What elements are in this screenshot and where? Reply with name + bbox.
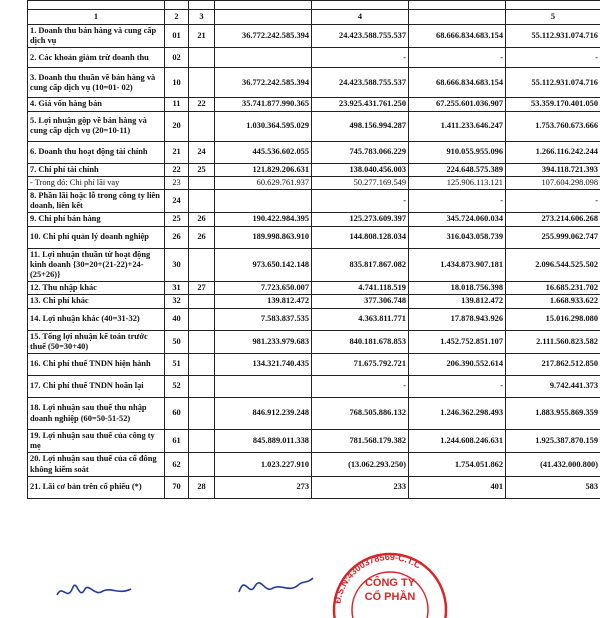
row-note [189,190,215,213]
row-value-prior-quarter: 144.808.128.034 [312,226,409,248]
row-value-ytd-current: 1.246.362.298.493 [409,398,506,430]
row-value-current-quarter [215,48,312,68]
row-value-ytd-current: 910.055.955.096 [409,141,506,163]
row-value-current-quarter: 190.422.984.395 [215,213,312,226]
row-value-ytd-current: 68.666.834.683.154 [409,25,506,48]
row-note [189,48,215,68]
table-row [28,354,600,376]
row-note: 28 [189,476,215,498]
row-code: 20 [165,111,189,141]
row-value-ytd-current: - [409,48,506,68]
table-row [28,248,600,282]
income-statement-table [27,0,600,499]
row-value-prior-quarter: 24.423.588.755.537 [312,68,409,98]
row-value-current-quarter: 121.829.206.631 [215,163,312,176]
row-label: 8. Phần lãi hoặc lỗ trong công ty liên doanh, liên kết [28,190,165,213]
row-value-ytd-current: 1.452.752.851.107 [409,330,506,353]
row-value-current-quarter: 445.536.602.055 [215,141,312,163]
row-value-current-quarter: 7.583.837.535 [215,308,312,330]
row-label: 4. Giá vốn hàng bán [28,98,165,111]
row-value-prior-quarter: 745.783.066.229 [312,141,409,163]
table-row [28,68,600,98]
row-value-prior-quarter: 50.277.169.549 [312,176,409,189]
table-row [28,190,600,213]
signature-left [55,575,135,605]
row-label: 6. Doanh thu hoạt động tài chính [28,141,165,163]
table-row [28,163,600,176]
row-value-current-quarter: 846.912.239.248 [215,398,312,430]
row-value-prior-quarter: 138.040.456.003 [312,163,409,176]
row-value-ytd-current: 345.724.060.034 [409,213,506,226]
row-value-prior-quarter: 781.568.179.382 [312,430,409,453]
table-row [28,226,600,248]
row-code: 61 [165,430,189,453]
row-value-ytd-prior: 55.112.931.074.716 [506,25,600,48]
row-value-prior-quarter: 233 [312,476,409,498]
table-row [28,308,600,330]
row-code: 25 [165,213,189,226]
row-code: 62 [165,453,189,476]
row-value-ytd-prior: 2.096.544.525.502 [506,248,600,282]
table-row [28,398,600,430]
table-top-edge [28,1,600,10]
row-code: 32 [165,295,189,308]
table-row [28,430,600,453]
row-value-prior-quarter: 768.505.886.132 [312,398,409,430]
row-value-ytd-prior: 1.266.116.242.244 [506,141,600,163]
row-label: 18. Lợi nhuận sau thuế thu nhập doanh nghiệp (60=50-51-52) [28,398,165,430]
row-label: 5. Lợi nhuận gộp về bán hàng và cung cấp dịch vụ (20=10-11) [28,111,165,141]
row-value-ytd-current: 17.878.943.926 [409,308,506,330]
row-code: 51 [165,354,189,376]
table-row [28,213,600,226]
row-value-ytd-prior: 53.359.170.401.050 [506,98,600,111]
row-value-ytd-prior: 583 [506,476,600,498]
row-value-current-quarter: 1.023.227.910 [215,453,312,476]
row-value-ytd-prior: 273.214.606.268 [506,213,600,226]
row-label: 12. Thu nhập khác [28,282,165,295]
table-row [28,48,600,68]
row-label: 17. Chi phí thuế TNDN hoãn lại [28,376,165,398]
col-number: 3 [189,10,215,25]
row-value-ytd-prior: 16.685.231.702 [506,282,600,295]
row-note: 21 [189,25,215,48]
table-row [28,141,600,163]
row-value-prior-quarter: (13.062.293.250) [312,453,409,476]
table-row [28,376,600,398]
row-value-ytd-prior: (41.432.000.800) [506,453,600,476]
row-label: 9. Chi phí bán hàng [28,213,165,226]
row-code: 31 [165,282,189,295]
row-value-ytd-prior: 394.118.721.393 [506,163,600,176]
row-value-ytd-current: 1.754.051.862 [409,453,506,476]
row-code: 26 [165,226,189,248]
row-value-ytd-current: 206.390.552.614 [409,354,506,376]
row-value-ytd-current: 1.244.608.246.631 [409,430,506,453]
row-value-ytd-current: 68.666.834.683.154 [409,68,506,98]
row-value-ytd-current: 316.043.058.739 [409,226,506,248]
col-number [215,10,312,25]
row-label: 14. Lợi nhuận khác (40=31-32) [28,308,165,330]
table-row [28,295,600,308]
row-value-ytd-current: 1.411.233.646.247 [409,111,506,141]
row-value-current-quarter: 36.772.242.585.394 [215,68,312,98]
row-value-ytd-current: 1.434.873.907.181 [409,248,506,282]
row-value-prior-quarter: 4.363.811.771 [312,308,409,330]
stamp-text-2: CỔ PHẦN [365,590,416,603]
row-code: 23 [165,176,189,189]
row-value-prior-quarter: 71.675.792.721 [312,354,409,376]
row-value-ytd-prior: 15.016.298.080 [506,308,600,330]
table-row [28,282,600,295]
row-value-ytd-prior: - [506,190,600,213]
row-value-prior-quarter: 125.273.609.397 [312,213,409,226]
row-value-current-quarter: 973.650.142.148 [215,248,312,282]
row-note: 26 [189,213,215,226]
row-code: 10 [165,68,189,98]
row-value-ytd-current: - [409,190,506,213]
table-row [28,111,600,141]
row-code: 02 [165,48,189,68]
row-code: 30 [165,248,189,282]
row-note [189,330,215,353]
row-code: 40 [165,308,189,330]
row-note: 26 [189,226,215,248]
row-value-ytd-prior: 2.111.560.823.582 [506,330,600,353]
row-value-prior-quarter: 840.181.678.853 [312,330,409,353]
row-value-current-quarter: 60.629.761.937 [215,176,312,189]
row-label: 7. Chi phí tài chính [28,163,165,176]
row-value-prior-quarter: 498.156.994.287 [312,111,409,141]
row-code: 70 [165,476,189,498]
company-stamp [320,548,460,618]
row-value-ytd-current: 67.255.601.036.907 [409,98,506,111]
row-note [189,398,215,430]
row-label: 15. Tổng lợi nhuận kế toán trước thuế (50=30+40) [28,330,165,353]
row-code: 52 [165,376,189,398]
row-note [189,68,215,98]
row-note [189,295,215,308]
row-value-current-quarter [215,376,312,398]
row-code: 21 [165,141,189,163]
row-value-ytd-prior: 1.753.760.673.666 [506,111,600,141]
col-number [409,10,506,25]
row-label: - Trong đó: Chi phí lãi vay [28,176,165,189]
row-value-ytd-prior: 255.999.062.747 [506,226,600,248]
col-number: 4 [312,10,409,25]
table-row [28,176,600,189]
row-value-prior-quarter: - [312,190,409,213]
row-label: 3. Doanh thu thuần về bán hàng và cung cấp dịch vụ (10=01- 02) [28,68,165,98]
row-code: 50 [165,330,189,353]
row-label: 2. Các khoản giảm trừ doanh thu [28,48,165,68]
row-note [189,453,215,476]
row-value-ytd-prior: 1.925.387.870.159 [506,430,600,453]
row-value-current-quarter: 981.233.979.683 [215,330,312,353]
col-number: 5 [506,10,600,25]
table-row [28,330,600,353]
stamp-text-1: CÔNG TY [365,576,416,589]
row-note [189,248,215,282]
table-row [28,25,600,48]
row-code: 24 [165,190,189,213]
row-value-current-quarter: 134.321.740.435 [215,354,312,376]
row-code: 11 [165,98,189,111]
row-value-current-quarter: 36.772.242.585.394 [215,25,312,48]
row-value-prior-quarter: 4.741.118.519 [312,282,409,295]
row-value-ytd-prior: 107.604.298.098 [506,176,600,189]
row-value-ytd-prior: 1.668.933.622 [506,295,600,308]
row-value-prior-quarter: - [312,48,409,68]
row-value-current-quarter: 189.998.863.910 [215,226,312,248]
column-number-row [28,10,600,25]
row-value-ytd-prior: - [506,48,600,68]
row-label: 20. Lợi nhuận sau thuế của cổ đông không kiểm soát [28,453,165,476]
row-value-current-quarter: 7.723.650.007 [215,282,312,295]
row-value-prior-quarter: 377.306.748 [312,295,409,308]
row-value-ytd-prior: 9.742.441.373 [506,376,600,398]
row-value-ytd-current: 401 [409,476,506,498]
row-note [189,111,215,141]
row-value-ytd-prior: 1.883.955.869.359 [506,398,600,430]
row-label: 16. Chi phí thuế TNDN hiện hành [28,354,165,376]
row-label: 10. Chi phí quản lý doanh nghiệp [28,226,165,248]
table-row [28,453,600,476]
row-value-ytd-current: 224.648.575.389 [409,163,506,176]
row-value-ytd-prior: 217.862.512.850 [506,354,600,376]
row-note: 25 [189,163,215,176]
row-note: 24 [189,141,215,163]
col-number: 1 [28,10,165,25]
row-value-prior-quarter: 835.817.867.082 [312,248,409,282]
row-label: 13. Chi phí khác [28,295,165,308]
signature-middle [235,568,315,600]
row-note [189,430,215,453]
row-note [189,376,215,398]
row-value-ytd-current: - [409,376,506,398]
row-label: 19. Lợi nhuận sau thuế của công ty mẹ [28,430,165,453]
row-note [189,308,215,330]
row-value-current-quarter: 35.741.877.990.365 [215,98,312,111]
row-label: 21. Lãi cơ bản trên cổ phiếu (*) [28,476,165,498]
row-value-prior-quarter: - [312,376,409,398]
stamp-ring-text: Đ.S.N:4300378569-C.T.C [332,552,423,604]
table-row [28,98,600,111]
row-value-ytd-current: 139.812.472 [409,295,506,308]
row-value-current-quarter: 1.030.364.595.029 [215,111,312,141]
table-row [28,476,600,498]
row-value-prior-quarter: 23.925.431.761.250 [312,98,409,111]
row-value-prior-quarter: 24.423.588.755.537 [312,25,409,48]
row-value-ytd-current: 18.018.756.398 [409,282,506,295]
row-value-current-quarter: 273 [215,476,312,498]
row-note: 27 [189,282,215,295]
row-note [189,354,215,376]
row-code: 01 [165,25,189,48]
col-number: 2 [165,10,189,25]
row-value-ytd-prior: 55.112.931.074.716 [506,68,600,98]
row-value-current-quarter [215,190,312,213]
row-code: 60 [165,398,189,430]
row-value-current-quarter: 139.812.472 [215,295,312,308]
row-note: 22 [189,98,215,111]
row-value-ytd-current: 125.906.113.121 [409,176,506,189]
row-code: 22 [165,163,189,176]
row-note [189,176,215,189]
row-label: 11. Lợi nhuận thuần từ hoạt động kinh doanh {30=20+(21-22)+24-(25+26)} [28,248,165,282]
row-value-current-quarter: 845.889.011.338 [215,430,312,453]
row-label: 1. Doanh thu bán hàng và cung cấp dịch vụ [28,25,165,48]
